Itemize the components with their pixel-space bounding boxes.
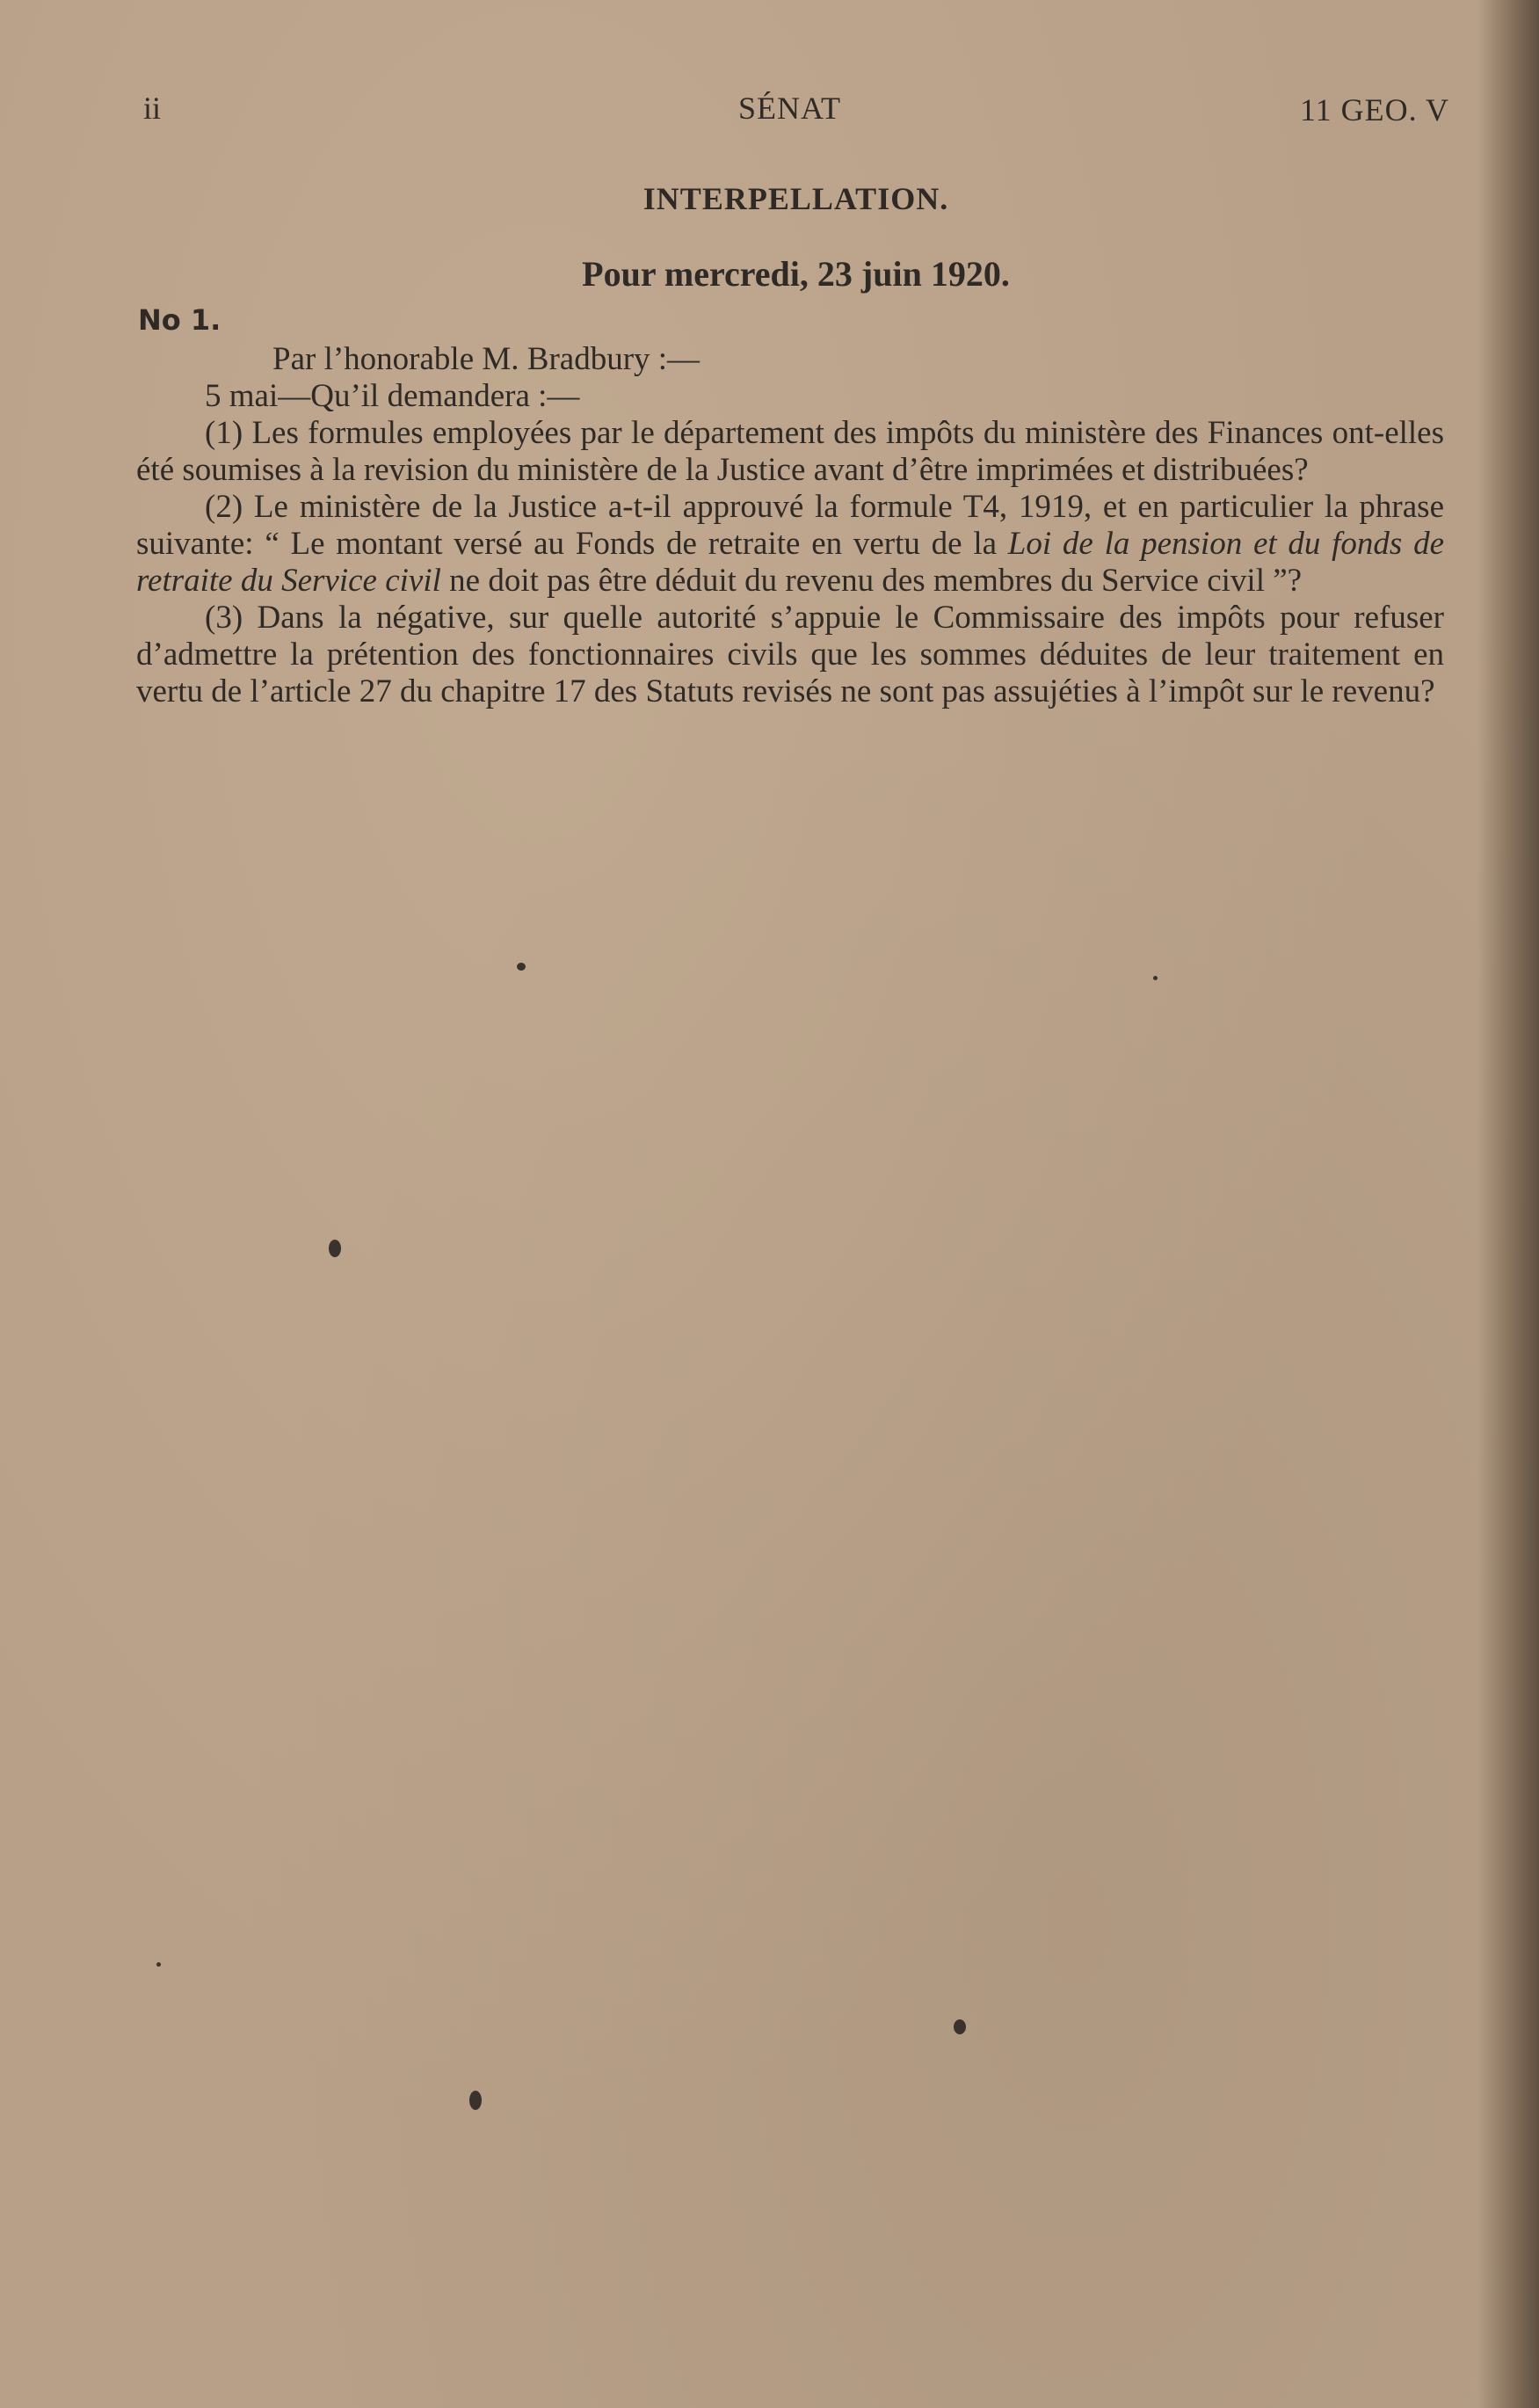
paper-speck [469,2091,482,2110]
page-number: ii [143,91,162,126]
item-number: No 1. [138,303,221,337]
question-2-text-start: (2) Le ministère de la Justice a-t-il approuvé la formule T4, 1919, et en particulier la phrase suivante: “ Le montant versé au Fonds de retraite en vertu de la [136,489,1444,562]
paper-speck [1153,976,1158,980]
running-header [0,90,1539,134]
paper-speck [329,1240,341,1257]
mover-line: Par l’honorable M. Bradbury :— [272,341,701,377]
act-title: Loi de la pension et du fonds de retraite du Service civil [136,526,1445,599]
question-2 [136,489,1444,600]
page-edge-shadow [1477,0,1539,2408]
paper-speck [954,2019,966,2034]
question-2-text-end: ne doit pas être déduit du revenu des membres du Service civil ”? [440,563,1303,599]
question-1: (1) Les formules employées par le département des impôts du ministère des Finances ont-elles été soumises à la revision du ministère de la Justice avant d’être imprimées et distribuées? [136,415,1444,488]
notice-date-line: 5 mai—Qu’il demandera :— [205,378,580,414]
session-label: 11 GEO. V [1300,92,1449,127]
chamber-name: SÉNAT [738,91,842,126]
section-title: INTERPELLATION. [642,181,949,216]
paper-speck [517,963,526,971]
question-3: (3) Dans la négative, sur quelle autorité s’appuie le Commissaire des impôts pour refuser d’admettre la prétention des fonctionnaires civils que les sommes déduites de leur traitement en vertu de l’article 27 du chapitre 17 des Statuts revisés ne sont pas assujéties à l’impôt sur le revenu? [136,600,1444,709]
paper-speck [156,1962,161,1967]
interpellation-body [136,341,1444,710]
date-heading: Pour mercredi, 23 juin 1920. [582,254,1010,294]
